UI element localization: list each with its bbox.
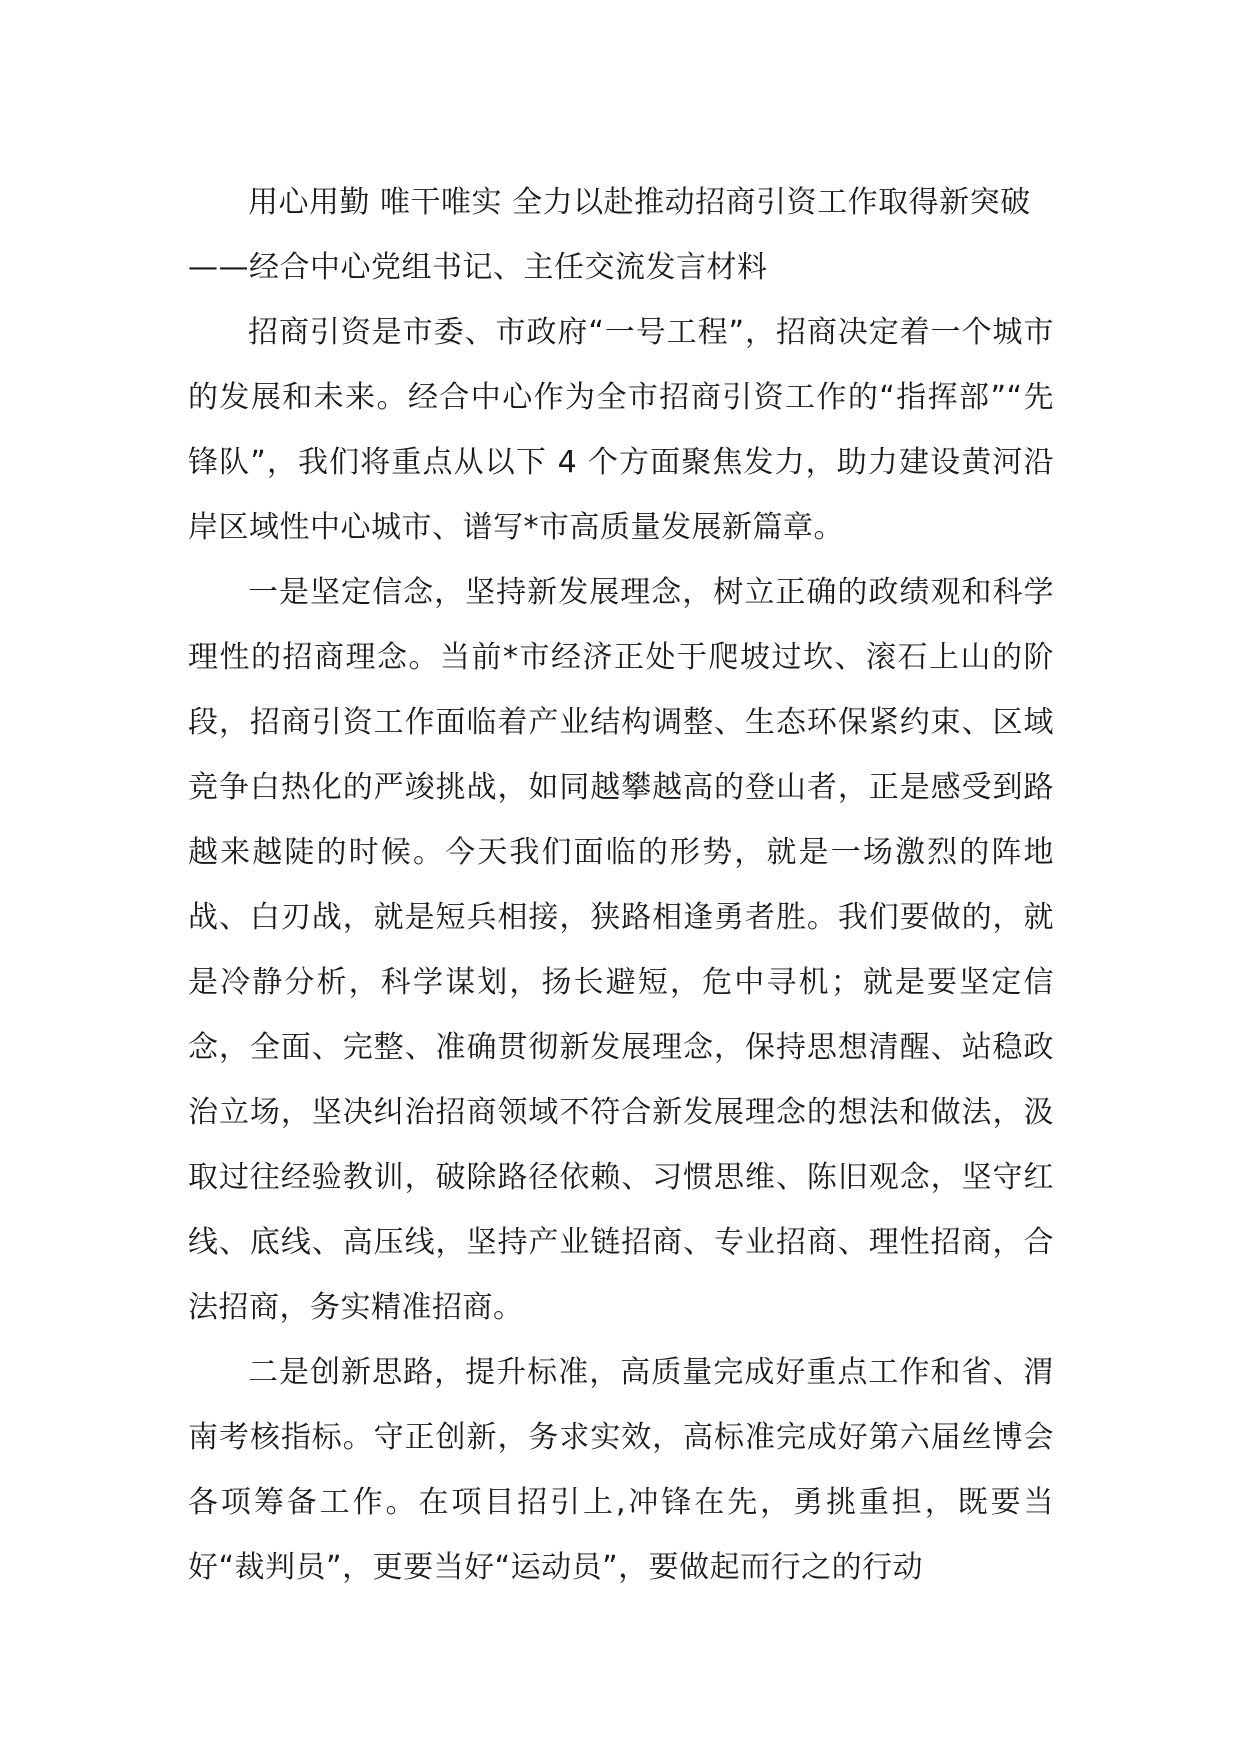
document-subtitle: ——经合中心党组书记、主任交流发言材料 [188,250,768,285]
document-page [188,170,1054,1600]
paragraph-intro: 招商引资是市委、市政府“一号工程”，招商决定着一个城市的发展和未来。经合中心作为全市招商引资工作的“指挥部”“先锋队”，我们将重点从以下 4 个方面聚焦发力，助力建设黄河沿岸区域性中心城市、谱写*市高质量发展新篇章。 [188,315,1054,545]
paragraph-point-one: 一是坚定信念，坚持新发展理念，树立正确的政绩观和科学理性的招商理念。当前*市经济正处于爬坡过坎、滚石上山的阶段，招商引资工作面临着产业结构调整、生态环保紧约束、区域竞争白热化的严竣挑战，如同越攀越高的登山者，正是感受到路越来越陡的时候。今天我们面临的形势，就是一场激烈的阵地战、白刃战，就是短兵相接，狭路相逢勇者胜。我们要做的，就是冷静分析，科学谋划，扬长避短，危中寻机；就是要坚定信念，全面、完整、准确贯彻新发展理念，保持思想清醒、站稳政治立场，坚决纠治招商领域不符合新发展理念的想法和做法，汲取过往经验教训，破除路径依赖、习惯思维、陈旧观念，坚守红线、底线、高压线，坚持产业链招商、专业招商、理性招商，合法招商，务实精准招商。 [188,575,1054,1325]
document-title: 用心用勤 唯干唯实 全力以赴推动招商引资工作取得新突破 [248,185,1031,220]
paragraph-point-two: 二是创新思路，提升标准，高质量完成好重点工作和省、渭南考核指标。守正创新，务求实效，高标准完成好第六届丝博会各项筹备工作。在项目招引上,冲锋在先，勇挑重担，既要当好“裁判员”，更要当好“运动员”，要做起而行之的行动 [188,1355,1054,1585]
